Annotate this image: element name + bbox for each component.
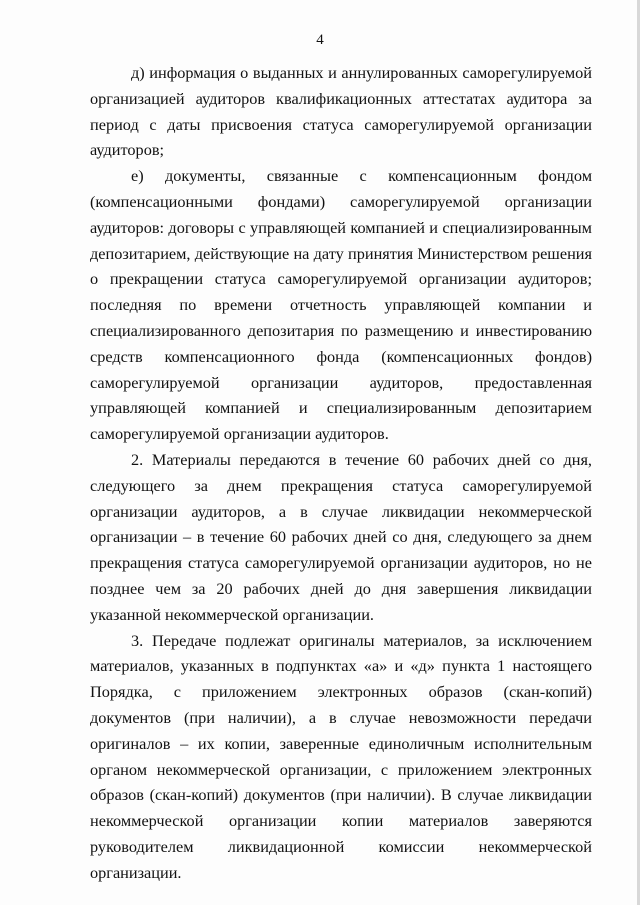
paragraph-subitem-d: д) информация о выданных и аннулированных саморегулируемой организацией аудиторов квалификационных аттестатах аудитора за период с даты присвоения статуса саморегулируемой организации аудиторов; xyxy=(90,63,592,160)
document-body xyxy=(90,60,592,886)
paragraph-item-2: 2. Материалы передаются в течение 60 рабочих дней со дня, следующего за днем прекращения статуса саморегулируемой организации аудиторов, а в случае ликвидации некоммерческой организации – в течение 60 рабочих дней со дня, следующего за днем прекращения статуса саморегулируемой организации аудиторов, но не позднее чем за 20 рабочих дней до дня завершения ликвидации указанной некоммерческой организации. xyxy=(90,449,592,624)
paragraph-item-3: 3. Передаче подлежат оригиналы материалов, за исключением материалов, указанных в подпунктах «а» и «д» пункта 1 настоящего Порядка, с приложением электронных образов (скан-копий) документов (при наличии), а в случае невозможности передачи оригиналов – их копии, заверенные единоличным исполнительным органом некоммерческой организации, с приложением электронных образов (скан-копий) документов (при наличии). В случае ликвидации некоммерческой организации копии материалов заверяются руководителем ликвидационной комиссии некоммерческой организации. xyxy=(90,630,592,882)
paragraph-subitem-e: е) документы, связанные с компенсационным фондом (компенсационными фондами) саморегулируемой организации аудиторов: договоры с управляющей компанией и специализированным депозитарием, действующие на дату принятия Министерством решения о прекращении статуса саморегулируемой организации аудиторов; последняя по времени отчетность управляющей компании и специализированного депозитария по размещению и инвестированию средств компенсационного фонда (компенсационных фондов) саморегулируемой организации аудиторов, предоставленная управляющей компанией и специализированным депозитарием саморегулируемой организации аудиторов. xyxy=(90,166,592,444)
page-number: 4 xyxy=(316,32,324,48)
